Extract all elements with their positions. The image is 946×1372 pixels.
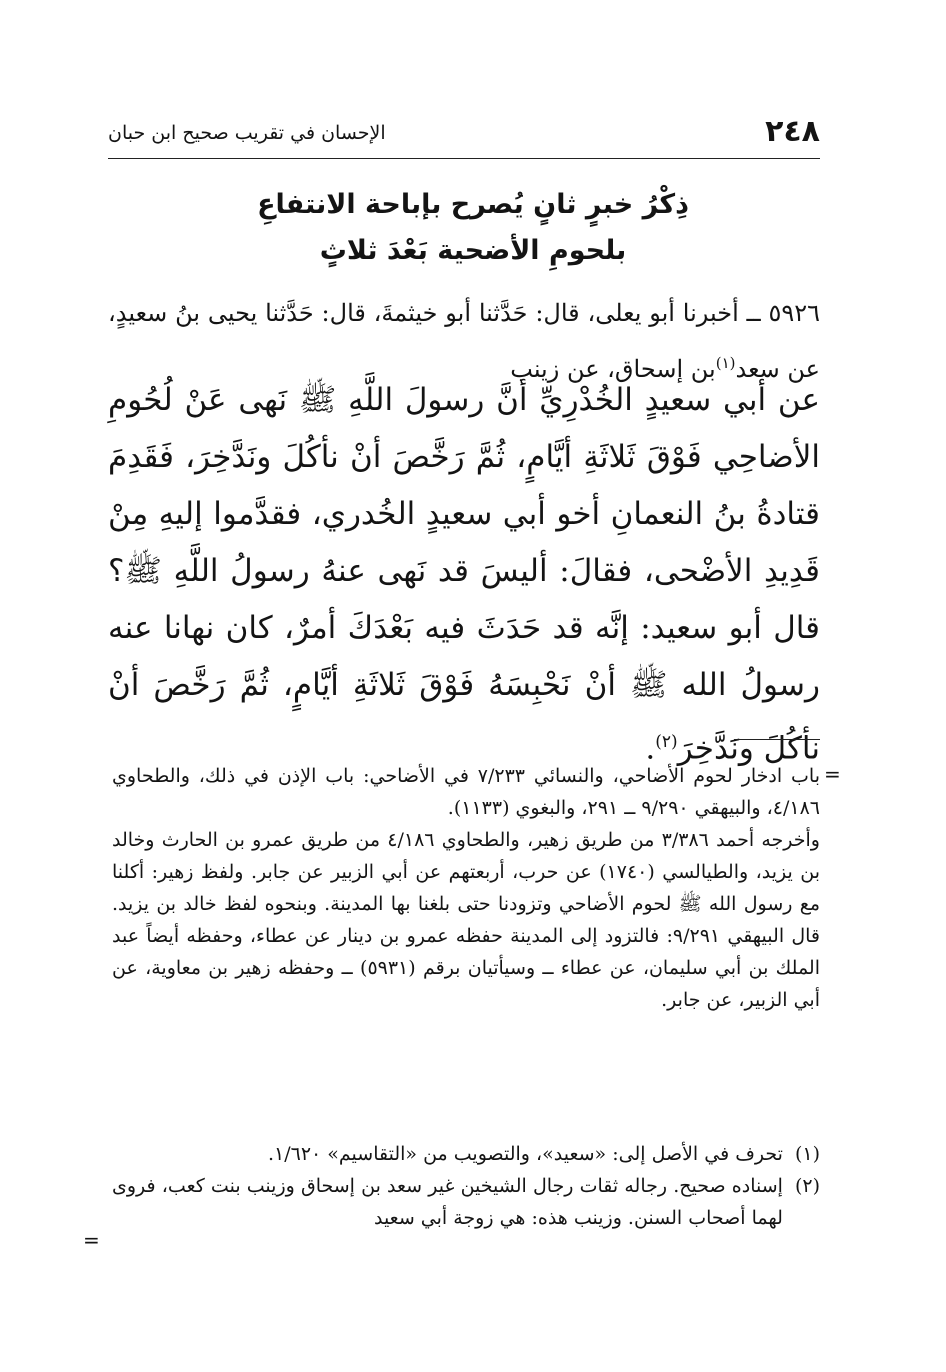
footnote-item xyxy=(112,1170,820,1234)
book-title: الإحسان في تقريب صحيح ابن حبان xyxy=(108,122,386,144)
footnote-ref-1[interactable]: (١) xyxy=(715,354,736,372)
footnote-number: (٢) xyxy=(794,1175,820,1197)
footnote-item xyxy=(112,1138,820,1170)
footnote-paragraph: باب ادخار لحوم الأضاحي، والنسائي ٧/٢٣٣ في الأضاحي: باب الإذن في ذلك، والطحاوي ٤/١٨٦، والبيهقي ٩/٢٩٠ ــ ٢٩١، والبغوي (١١٣٣). xyxy=(112,765,821,819)
running-header xyxy=(108,114,820,159)
isnad-text: ٥٩٢٦ ــ أخبرنا أبو يعلى، قال: حَدَّثنا أبو خيثمةَ، قال: حَدَّثنا يحيى بنُ سعيدٍ، عن سعد xyxy=(108,299,820,383)
footnote-ref-2[interactable]: (٢) xyxy=(655,732,678,752)
footnotes-list xyxy=(112,1138,820,1234)
heading-line-1: ذِكْرُ خبرٍ ثانٍ يُصرح بإباحة الانتفاعِ xyxy=(257,189,689,220)
continues-next-page-mark: = xyxy=(83,1228,100,1252)
footnote-number: (١) xyxy=(794,1143,820,1165)
continued-from-previous-mark: = xyxy=(824,762,841,786)
chapter-heading xyxy=(140,182,806,274)
continued-footnote xyxy=(112,760,820,1016)
hadith-matn xyxy=(108,372,820,777)
footnote-text: تحرف في الأصل إلى: «سعيد»، والتصويب من «التقاسيم» ١/٦٢٠. xyxy=(267,1143,783,1165)
footnote-text: إسناده صحيح. رجاله ثقات رجال الشيخين غير سعد بن إسحاق وزينب بنت كعب، فروى لهما أصحاب السنن. وزينب هذه: هي زوجة أبي سعيد xyxy=(112,1175,783,1229)
footnote-paragraph: وأخرجه أحمد ٣/٣٨٦ من طريق زهير، والطحاوي ٤/١٨٦ من طريق عمرو بن الحارث وخالد بن يزيد، والطيالسي (١٧٤٠) عن حرب، أربعتهم عن أبي الزبير عن جابر. ولفظ زهير: أكلنا مع رسول الله ﷺ لحوم الأضاحي وتزودنا حتى بلغنا بها المدينة. وبنحوه لفظ خالد بن يزيد. قال البيهقي ٩/٢٩١: فالتزود إلى المدينة حفظه عمرو بن دينار عن عطاء، وحفظه أيضاً عبد الملك بن أبي سليمان، عن عطاء ــ وسيأتيان برقم (٥٩٣١) ــ وحفظه زهير بن معاوية، عن أبي الزبير، عن جابر. xyxy=(112,829,821,1011)
isnad-text-end: بن إسحاق، عن زينب xyxy=(510,355,716,383)
heading-line-2: بلحومِ الأضحية بَعْدَ ثلاثٍ xyxy=(319,235,627,266)
page-number: ٢٤٨ xyxy=(765,114,820,149)
matn-end: . xyxy=(645,730,656,767)
footnote-separator xyxy=(734,739,820,740)
matn-text: عن أبي سعيدٍ الخُدْرِيِّ أنَّ رسولَ اللَّهِ ﷺ نَهى عَنْ لُحُومِ الأضاحِي فَوْقَ ثَلاثَةِ أيَّامٍ، ثُمَّ رَخَّصَ أنْ نأكُلَ ونَدَّخِرَ، فَقَدِمَ قتادةُ بنُ النعمانِ أخو أبي سعيدٍ الخُدري، فقدَّموا إليهِ مِنْ قَدِيدِ الأضْحى، فقالَ: أليسَ قد نَهى عنهُ رسولُ اللَّهِ ﷺ؟ قال أبو سعيد: إنَّه قد حَدَثَ فيه بَعْدَكَ أمرٌ، كان نهانا عنه رسولُ الله ﷺ أنْ نَحْبِسَهُ فَوْقَ ثَلاثَةِ أيَّامٍ، ثُمَّ رَخَّصَ أنْ نأكُلَ ونَدَّخِرَ xyxy=(108,382,820,767)
